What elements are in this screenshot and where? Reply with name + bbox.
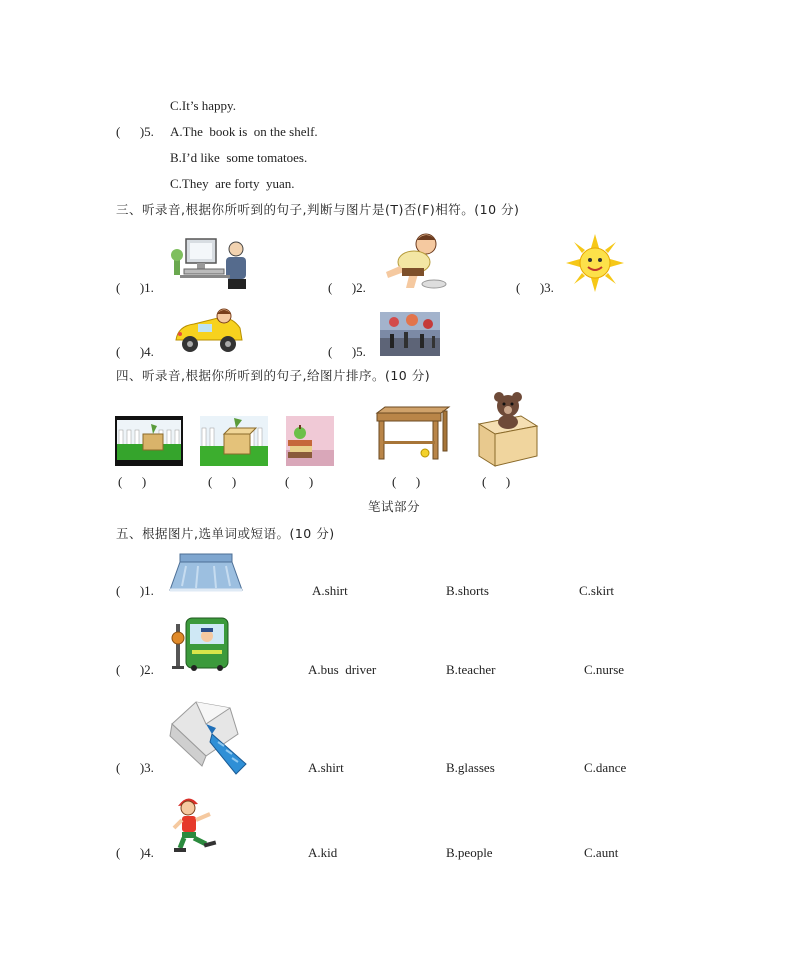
bus-driver-picture [166, 616, 232, 672]
s5-q3-number[interactable]: ( )3. [116, 760, 154, 775]
crowd-scene-picture [380, 312, 440, 356]
option-c-q4: C.It’s happy. [170, 98, 236, 113]
section-3-heading: 三、听录音,根据你所听到的句子,判断与图片是(T)否(F)相符。(10 分) [116, 202, 520, 217]
box-garden-light-picture [200, 416, 268, 466]
desk-ball-picture [373, 405, 453, 461]
q5-option-c: C.They are forty yuan. [170, 176, 295, 191]
s5-q2-option-a[interactable]: A.bus driver [308, 662, 377, 677]
q5-option-b: B.I’d like some tomatoes. [170, 150, 308, 165]
s4-blank-3[interactable]: ( ) [285, 474, 314, 489]
s5-q4-option-c[interactable]: C.aunt [584, 845, 619, 860]
computer-worker-picture [170, 235, 256, 291]
s5-q4-number[interactable]: ( )4. [116, 845, 154, 860]
section-4-heading: 四、听录音,根据你所听到的句子,给图片排序。(10 分) [116, 368, 431, 383]
s5-q1-option-c[interactable]: C.skirt [579, 583, 615, 598]
s3-item-2-number[interactable]: ( )2. [328, 280, 366, 295]
box-garden-dark-picture [115, 416, 183, 466]
skating-kid-picture [170, 792, 226, 856]
s3-item-1-number[interactable]: ( )1. [116, 280, 154, 295]
s5-q2-number[interactable]: ( )2. [116, 662, 154, 677]
s5-q4-option-b[interactable]: B.people [446, 845, 493, 860]
s5-q1-option-b[interactable]: B.shorts [446, 583, 489, 598]
s5-q1-option-a[interactable]: A.shirt [312, 583, 348, 598]
s3-item-3-number[interactable]: ( )3. [516, 280, 554, 295]
section-5-heading: 五、根据图片,选单词或短语。(10 分) [116, 526, 335, 541]
shirt-tie-picture [166, 694, 248, 776]
girl-in-car-picture [172, 306, 246, 354]
s5-q3-option-a[interactable]: A.shirt [308, 760, 344, 775]
s5-q3-option-c[interactable]: C.dance [584, 760, 627, 775]
s4-blank-1[interactable]: ( ) [118, 474, 147, 489]
s4-blank-2[interactable]: ( ) [208, 474, 237, 489]
s5-q4-option-a[interactable]: A.kid [308, 845, 338, 860]
books-apple-picture [286, 416, 334, 466]
skirt-picture [166, 552, 246, 594]
sun-picture [566, 234, 624, 292]
s3-item-4-number[interactable]: ( )4. [116, 344, 154, 359]
s5-q2-option-b[interactable]: B.teacher [446, 662, 496, 677]
s5-q1-number[interactable]: ( )1. [116, 583, 154, 598]
s5-q2-option-c[interactable]: C.nurse [584, 662, 625, 677]
sitting-boy-picture [382, 232, 448, 292]
s4-blank-5[interactable]: ( ) [482, 474, 511, 489]
written-part-title: 笔试部分 [368, 499, 421, 514]
bear-on-box-picture [475, 390, 539, 468]
q5-option-a: A.The book is on the shelf. [170, 124, 318, 139]
s3-item-5-number[interactable]: ( )5. [328, 344, 366, 359]
s4-blank-4[interactable]: ( ) [392, 474, 421, 489]
s5-q3-option-b[interactable]: B.glasses [446, 760, 495, 775]
question-5-number[interactable]: ( )5. [116, 124, 154, 139]
